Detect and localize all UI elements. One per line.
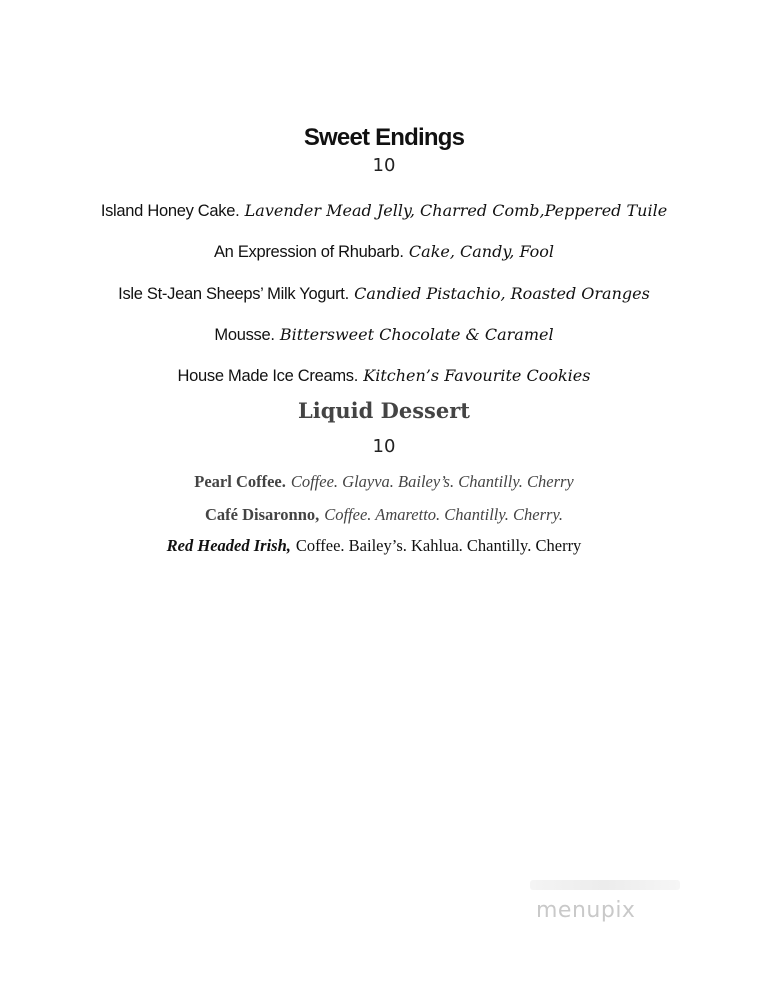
menu-item-name: House Made Ice Creams. xyxy=(177,367,359,385)
menu-item xyxy=(0,242,768,262)
section-title-sweet-endings: Sweet Endings xyxy=(303,124,465,151)
drink-item-description: Coffee. Amaretto. Chantilly. Cherry. xyxy=(324,505,564,524)
drink-item xyxy=(0,536,758,556)
menu-item xyxy=(0,366,768,386)
watermark-logo: menupix xyxy=(536,898,636,923)
menu-item xyxy=(0,201,768,221)
watermark-decoration xyxy=(530,880,680,890)
menu-item-description: Bittersweet Chocolate & Caramel xyxy=(279,325,554,344)
drink-item-name: Pearl Coffee. xyxy=(194,472,286,491)
menu-item-name: Island Honey Cake. xyxy=(100,202,240,220)
menu-item-description: Cake, Candy, Fool xyxy=(408,242,555,261)
section-price: 10 xyxy=(372,436,396,457)
menu-item xyxy=(0,284,768,304)
drink-item-description: Coffee. Bailey’s. Kahlua. Chantilly. Cherry xyxy=(295,536,582,555)
menu-item-name: An Expression of Rhubarb. xyxy=(213,243,404,261)
menu-item xyxy=(0,325,768,345)
menu-item-description: Lavender Mead Jelly, Charred Comb,Peppered Tuile xyxy=(244,201,668,220)
menu-item-description: Candied Pistachio, Roasted Oranges xyxy=(354,284,650,303)
menu-item-name: Mousse. xyxy=(214,326,275,344)
drink-item-name: Red Headed Irish, xyxy=(166,536,291,555)
menu-item-description: Kitchen’s Favourite Cookies xyxy=(363,366,591,385)
menu-item-name: Isle St-Jean Sheeps’ Milk Yogurt. xyxy=(118,285,349,303)
drink-item-name: Café Disaronno, xyxy=(204,505,320,524)
drink-item xyxy=(0,472,768,492)
drink-item xyxy=(0,505,768,525)
section-price: 10 xyxy=(372,155,396,176)
drink-item-description: Coffee. Glayva. Bailey’s. Chantilly. Cherry xyxy=(290,472,574,491)
section-title-liquid-dessert: Liquid Dessert xyxy=(297,398,470,423)
